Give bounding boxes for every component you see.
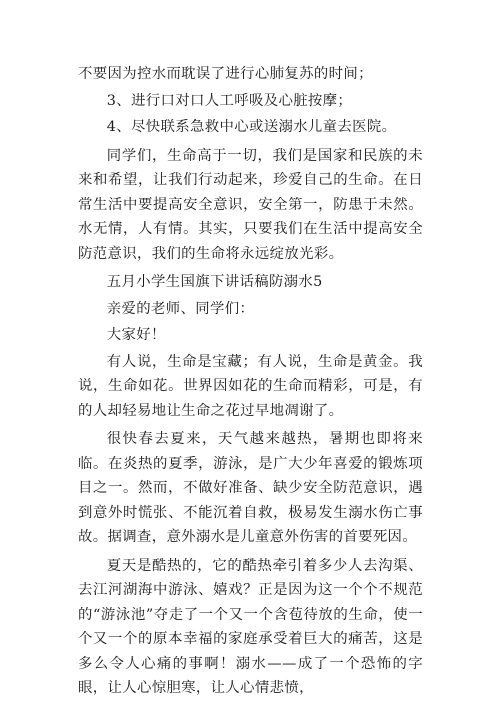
list-item-step-4: 4、尽快联系急救中心或送溺水儿童去医院。 xyxy=(106,119,397,135)
salutation: 亲爱的老师、同学们： xyxy=(106,300,255,317)
paragraph-summer-hot: 夏天是酷热的，它的酷热牵引着多少人去沟渠、去江河湖海中游泳、嬉戏？正是因为这一个个不规范的“游泳池”夺走了一个又一个含苞待放的生命，使一个又一个的原本幸福的家庭承受着巨大的痛苦，这是多么令人心痛的事啊！溺水——成了一个恐怖的字眼，让人心惊胆寒，让人心情悲愤， xyxy=(78,557,423,696)
section-title: 五月小学生国旗下讲话稿防溺水5 xyxy=(106,274,323,290)
paragraph-life-is-flower: 有人说，生命是宝藏；有人说，生命是黄金。我说，生命如花。世界因如花的生命而精彩，可是，有的人却轻易地让生命之花过早地凋谢了。 xyxy=(78,353,423,419)
paragraph-summer-coming: 很快春去夏来，天气越来越热，暑期也即将来临。在炎热的夏季，游泳，是广大少年喜爱的锻炼项目之一。然而，不做好准备、缺少安全防范意识，遇到意外时慌张、不能沉着自救，极易发生溺水伤亡事故。据调查，意外溺水是儿童意外伤害的首要死因。 xyxy=(78,431,423,545)
paragraph-conclusion: 同学们，生命高于一切，我们是国家和民族的未来和希望，让我们行动起来，珍爱自己的生命。在日常生活中要提高安全意识，安全第一，防患于未然。水无情，人有情。其实，只要我们在生活中提高安全防范意识，我们的生命将永远绽放光彩。 xyxy=(78,147,423,262)
paragraph-continuation: 不要因为控水而耽误了进行心肺复苏的时间； xyxy=(78,66,373,82)
greeting: 大家好！ xyxy=(106,327,166,343)
list-item-step-3: 3、进行口对口人工呼吸及心脏按摩； xyxy=(106,92,353,109)
document-body xyxy=(78,62,423,701)
